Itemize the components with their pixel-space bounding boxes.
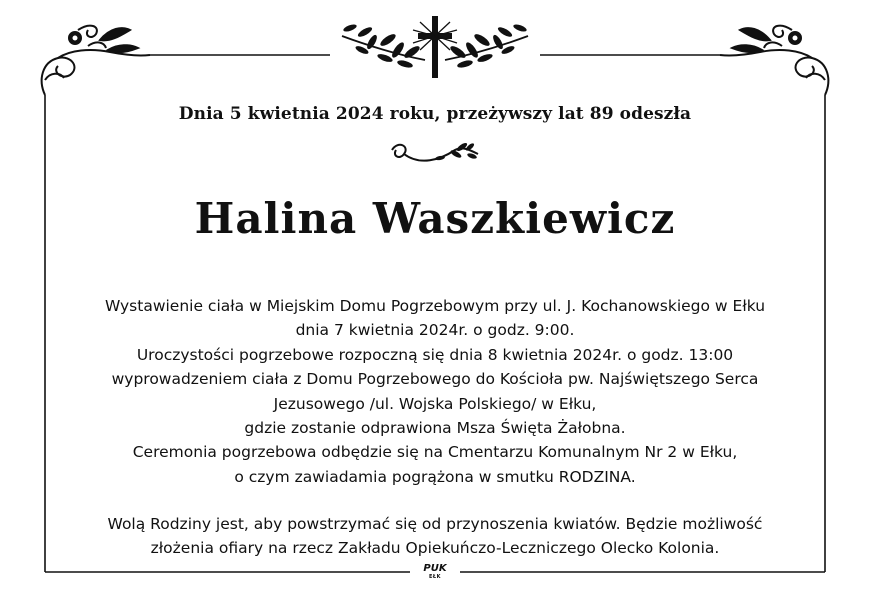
details-line: Uroczystości pogrzebowe rozpoczną się dnia 8 kwietnia 2024r. o godz. 13:00 — [136, 345, 734, 364]
details-line: dnia 7 kwietnia 2024r. o godz. 9:00. — [295, 321, 575, 340]
details-line: wyprowadzeniem ciała z Domu Pogrzebowego do Kościoła pw. Najświętszego Serca — [111, 370, 759, 389]
floral-ornament-icon — [42, 26, 150, 95]
intro-line: Dnia 5 kwietnia 2024 roku, przeżywszy lat 89 odeszła — [178, 104, 692, 124]
details-line: gdzie zostanie odprawiona Msza Święta Żałobna. — [244, 419, 626, 438]
details-line: Jezusowego /ul. Wojska Polskiego/ w Ełku, — [273, 394, 597, 413]
deceased-name: Halina Waszkiewicz — [194, 194, 676, 243]
vine-divider-icon — [392, 142, 478, 161]
family-wish-note — [50, 512, 820, 561]
note-line: Wolą Rodziny jest, aby powstrzymać się od przynoszenia kwiatów. Będzie możliwość — [107, 515, 763, 533]
details-line: Ceremonia pogrzebowa odbędzie się na Cmentarzu Komunalnym Nr 2 w Ełku, — [132, 443, 738, 462]
details-line: Wystawienie ciała w Miejskim Domu Pogrzebowym przy ul. J. Kochanowskiego w Ełku — [104, 297, 766, 315]
note-line: złożenia ofiary na rzecz Zakładu Opiekuńczo-Leczniczego Olecko Kolonia. — [150, 539, 720, 558]
floral-ornament-icon — [720, 26, 828, 95]
funeral-home-logo — [415, 563, 455, 583]
logo-text: PUK — [423, 563, 447, 574]
logo-subtext: EŁK — [428, 574, 441, 580]
details-line: o czym zawiadamia pogrążona w smutku RODZINA. — [234, 467, 636, 486]
funeral-details — [50, 294, 820, 489]
cross-with-laurel-icon — [342, 16, 528, 78]
